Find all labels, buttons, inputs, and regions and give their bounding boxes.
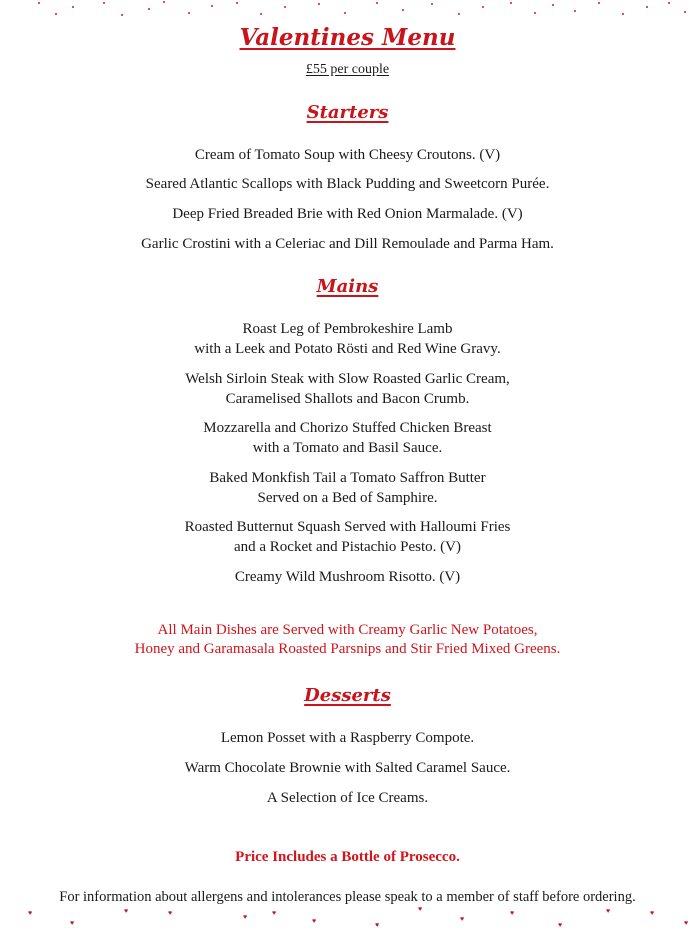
dessert-item: Lemon Posset with a Raspberry Compote. xyxy=(220,730,475,746)
starter-item: Seared Atlantic Scallops with Black Pudding and Sweetcorn Purée. xyxy=(145,176,550,192)
main-item-line: Roasted Butternut Squash Served with Halloumi Fries xyxy=(184,519,511,535)
main-item-line: Baked Monkfish Tail a Tomato Saffron Butter xyxy=(209,470,486,486)
prosecco-note: Price Includes a Bottle of Prosecco. xyxy=(235,849,460,865)
desserts-heading: Desserts xyxy=(304,685,391,706)
starters-heading: Starters xyxy=(306,102,389,123)
mains-note: All Main Dishes are Served with Creamy Garlic New Potatoes, xyxy=(157,622,538,638)
mains-heading: Mains xyxy=(316,276,379,297)
main-item-line: Mozzarella and Chorizo Stuffed Chicken Breast xyxy=(203,420,492,436)
starter-item: Garlic Crostini with a Celeriac and Dill Remoulade and Parma Ham. xyxy=(141,236,554,252)
bottom-heart-border: ♥ ♥ ♥ ♥ ♥ ♥ ♥ ♥ ♥ ♥ ♥ ♥ ♥ ♥ ♥ xyxy=(28,905,689,929)
main-item-line: Creamy Wild Mushroom Risotto. (V) xyxy=(234,569,461,585)
main-item-line: with a Leek and Potato Rösti and Red Wine Gravy. xyxy=(194,341,501,357)
main-item-line: with a Tomato and Basil Sauce. xyxy=(252,440,443,456)
main-item-line: Served on a Bed of Samphire. xyxy=(257,490,438,506)
main-item-line: and a Rocket and Pistachio Pesto. (V) xyxy=(233,539,462,555)
starter-item: Deep Fried Breaded Brie with Red Onion Marmalade. (V) xyxy=(172,206,523,222)
main-item-line: Roast Leg of Pembrokeshire Lamb xyxy=(242,321,453,337)
menu-price: £55 per couple xyxy=(305,62,390,77)
main-item-line: Caramelised Shallots and Bacon Crumb. xyxy=(225,391,470,407)
starter-item: Cream of Tomato Soup with Cheesy Croutons. (V) xyxy=(194,147,501,163)
dessert-item: Warm Chocolate Brownie with Salted Caramel Sauce. xyxy=(184,760,511,776)
top-dot-border xyxy=(0,0,695,20)
allergen-note: For information about allergens and intolerances please speak to a member of staff before ordering. xyxy=(59,889,636,905)
mains-note: Honey and Garamasala Roasted Parsnips and Stir Fried Mixed Greens. xyxy=(134,641,561,657)
menu-title: Valentines Menu xyxy=(239,24,456,51)
dessert-item: A Selection of Ice Creams. xyxy=(266,790,429,806)
main-item-line: Welsh Sirloin Steak with Slow Roasted Garlic Cream, xyxy=(185,371,510,387)
